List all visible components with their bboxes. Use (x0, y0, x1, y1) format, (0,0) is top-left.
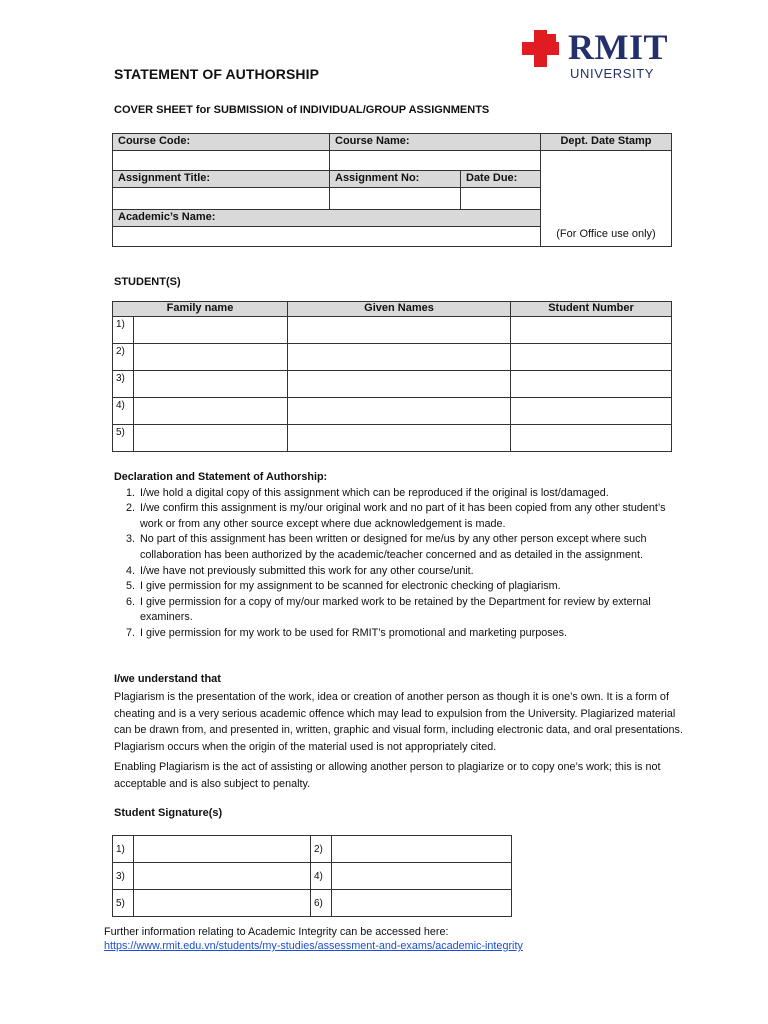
logo-subtext: UNIVERSITY (570, 66, 655, 81)
declaration-item: 3. No part of this assignment has been written or designed for me/us by any other person except where such collaboration has been authorized by the academic/teacher concerned and as detailed in the assignment. (138, 532, 674, 563)
signature-label: 3) (113, 863, 134, 890)
given-names-field[interactable] (288, 398, 511, 425)
declaration-item: 4. I/we have not previously submitted this work for any other course/unit. (138, 564, 674, 580)
signature-label: 6) (311, 890, 332, 917)
student-row-number: 4) (113, 398, 134, 425)
page-subtitle: COVER SHEET for SUBMISSION of INDIVIDUAL/GROUP ASSIGNMENTS (114, 104, 490, 116)
rmit-logo (522, 27, 672, 82)
student-number-field[interactable] (511, 398, 672, 425)
student-number-field[interactable] (511, 425, 672, 452)
family-name-field[interactable] (134, 317, 288, 344)
enabling-plagiarism-paragraph: Enabling Plagiarism is the act of assisting or allowing another person to plagiarize or to copy one’s work; this is not acceptable and is also subject to penalty. (114, 761, 661, 790)
student-row-number: 2) (113, 344, 134, 371)
signature-label: 2) (311, 836, 332, 863)
assignment-no-label: Assignment No: (330, 171, 461, 188)
signature-label: 4) (311, 863, 332, 890)
family-name-field[interactable] (134, 425, 288, 452)
family-name-field[interactable] (134, 344, 288, 371)
date-due-label: Date Due: (461, 171, 541, 188)
course-name-label: Course Name: (330, 134, 541, 151)
family-name-field[interactable] (134, 398, 288, 425)
declaration-section (114, 470, 674, 642)
students-heading: STUDENT(S) (114, 276, 181, 288)
signature-field[interactable] (134, 890, 311, 917)
declaration-list (114, 486, 674, 642)
declaration-item: 6. I give permission for a copy of my/our marked work to be retained by the Department for review by external examiners. (138, 595, 674, 626)
assignment-title-label: Assignment Title: (113, 171, 330, 188)
page-title: STATEMENT OF AUTHORSHIP (114, 66, 320, 82)
academics-name-field[interactable] (113, 227, 541, 247)
students-table (112, 301, 672, 452)
course-code-label: Course Code: (113, 134, 330, 151)
dept-date-stamp-label: Dept. Date Stamp (541, 134, 672, 151)
course-code-field[interactable] (113, 151, 330, 171)
signature-field[interactable] (332, 836, 512, 863)
course-name-field[interactable] (330, 151, 541, 171)
course-details-table (112, 133, 672, 247)
student-row-number: 3) (113, 371, 134, 398)
given-names-field[interactable] (288, 344, 511, 371)
office-use-note: (For Office use only) (556, 228, 656, 240)
academic-integrity-link[interactable]: https://www.rmit.edu.vn/students/my-studies/assessment-and-exams/academic-integrity (104, 940, 523, 952)
academics-name-label: Academic’s Name: (113, 210, 541, 227)
student-number-field[interactable] (511, 371, 672, 398)
student-row-number: 5) (113, 425, 134, 452)
declaration-item: 7. I give permission for my work to be used for RMIT’s promotional and marketing purposes. (138, 626, 674, 642)
signatures-table (112, 835, 512, 917)
understand-heading: I/we understand that (114, 673, 221, 685)
signature-field[interactable] (332, 863, 512, 890)
signature-label: 1) (113, 836, 134, 863)
rmit-pixel-mark-icon (522, 30, 566, 70)
family-name-header: Family name (113, 302, 288, 317)
declaration-item: 1. I/we hold a digital copy of this assignment which can be reproduced if the original is lost/damaged. (138, 486, 674, 502)
student-number-field[interactable] (511, 344, 672, 371)
declaration-item: 5. I give permission for my assignment to be scanned for electronic checking of plagiarism. (138, 579, 674, 595)
given-names-field[interactable] (288, 317, 511, 344)
footer (104, 925, 523, 953)
signature-label: 5) (113, 890, 134, 917)
date-stamp-box (541, 151, 672, 247)
footer-info: Further information relating to Academic Integrity can be accessed here: (104, 926, 449, 938)
signature-field[interactable] (134, 863, 311, 890)
student-row-number: 1) (113, 317, 134, 344)
signatures-heading: Student Signature(s) (114, 807, 223, 819)
given-names-field[interactable] (288, 371, 511, 398)
family-name-field[interactable] (134, 371, 288, 398)
assignment-no-field[interactable] (330, 188, 461, 210)
declaration-title: Declaration and Statement of Authorship: (114, 471, 328, 483)
student-number-field[interactable] (511, 317, 672, 344)
plagiarism-paragraph: Plagiarism is the presentation of the work, idea or creation of another person as though it is one’s own. It is a form of cheating and is a very serious academic offence which may lead to expulsion from the University. Plagiarized material can be drawn from, and presented in, written, graphic and visual form, including electronic data, and oral presentations. Plagiarism occurs when the origin of the material used is not appropriately cited. (114, 691, 683, 753)
signature-field[interactable] (134, 836, 311, 863)
assignment-title-field[interactable] (113, 188, 330, 210)
declaration-item: 2. I/we confirm this assignment is my/our original work and no part of it has been copied from any other student’s work or from any other source except where due acknowledgement is made. (138, 501, 674, 532)
logo-name: RMIT (568, 27, 668, 67)
date-due-field[interactable] (461, 188, 541, 210)
given-names-field[interactable] (288, 425, 511, 452)
given-names-header: Given Names (288, 302, 511, 317)
signature-field[interactable] (332, 890, 512, 917)
student-number-header: Student Number (511, 302, 672, 317)
